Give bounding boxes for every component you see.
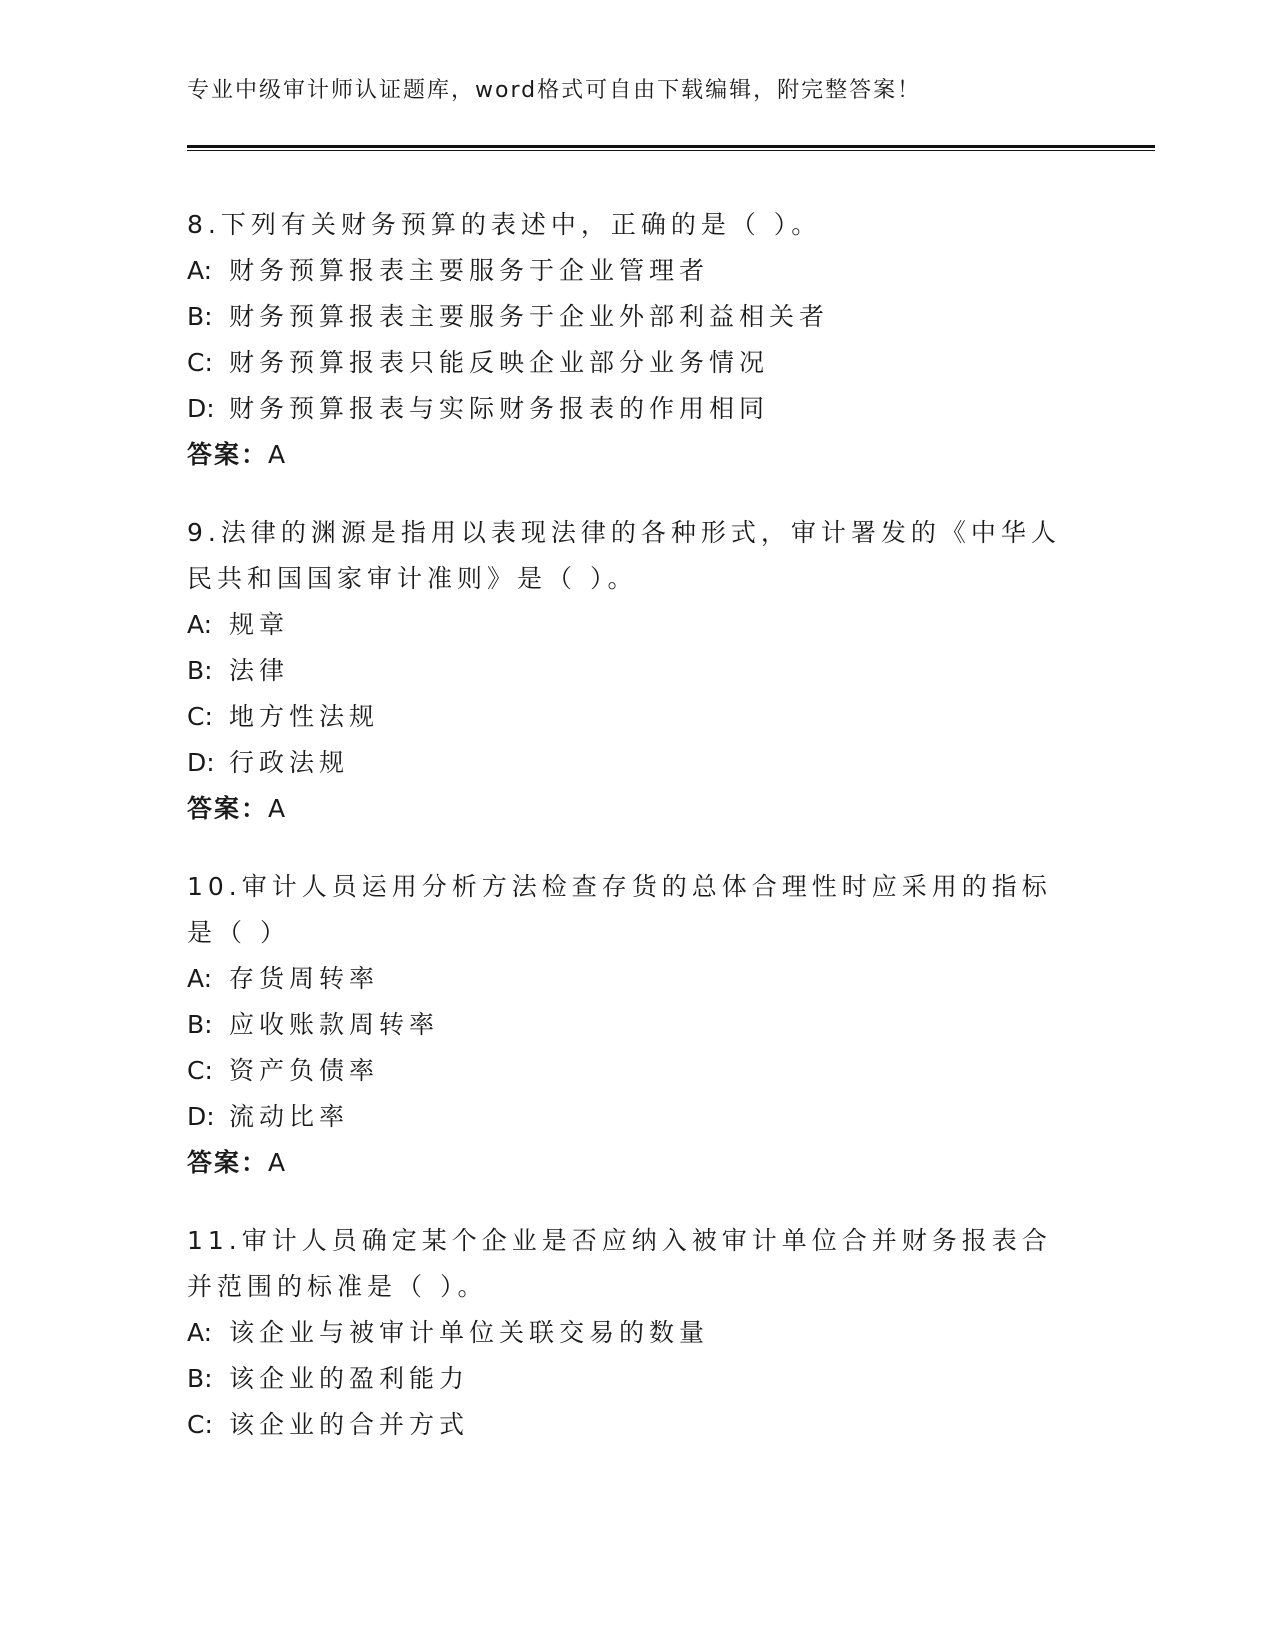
option-a xyxy=(187,956,1067,1002)
option-text: 存货周转率 xyxy=(229,964,380,993)
answer-value: A xyxy=(268,794,288,823)
answer-line xyxy=(187,1140,1067,1186)
option-letter: D: xyxy=(187,1102,215,1131)
option-text: 行政法规 xyxy=(229,748,350,777)
option-letter: B: xyxy=(187,302,213,331)
option-b xyxy=(187,648,1067,694)
option-text: 财务预算报表主要服务于企业管理者 xyxy=(229,256,710,285)
option-text: 法律 xyxy=(229,656,290,685)
option-d xyxy=(187,1094,1067,1140)
question-item xyxy=(187,864,1067,1186)
option-text: 该企业与被审计单位关联交易的数量 xyxy=(229,1318,710,1347)
option-a xyxy=(187,602,1067,648)
answer-value: A xyxy=(268,440,288,469)
option-b xyxy=(187,294,1067,340)
option-b xyxy=(187,1002,1067,1048)
option-a xyxy=(187,248,1067,294)
option-letter: C: xyxy=(187,348,213,377)
option-c xyxy=(187,1402,1067,1448)
option-letter: A: xyxy=(187,1318,213,1347)
option-letter: C: xyxy=(187,1056,213,1085)
option-text: 财务预算报表只能反映企业部分业务情况 xyxy=(229,348,770,377)
question-item xyxy=(187,202,1067,478)
question-stem: 10.审计人员运用分析方法检查存货的总体合理性时应采用的指标是（ ） xyxy=(187,872,1052,947)
header-rule-thick xyxy=(187,145,1155,148)
option-text: 财务预算报表主要服务于企业外部利益相关者 xyxy=(229,302,830,331)
answer-line xyxy=(187,432,1067,478)
answer-line xyxy=(187,786,1067,832)
question-list xyxy=(187,202,1067,1480)
option-letter: D: xyxy=(187,748,215,777)
answer-label: 答案： xyxy=(187,1148,269,1177)
question-stem: 8.下列有关财务预算的表述中，正确的是（ ）。 xyxy=(187,210,822,239)
question-stem: 9.法律的渊源是指用以表现法律的各种形式，审计署发的《中华人民共和国国家审计准则》是（ ）。 xyxy=(187,518,1061,593)
answer-label: 答案： xyxy=(187,794,269,823)
option-a xyxy=(187,1310,1067,1356)
option-c xyxy=(187,1048,1067,1094)
option-text: 应收账款周转率 xyxy=(229,1010,440,1039)
option-letter: D: xyxy=(187,394,215,423)
option-d xyxy=(187,386,1067,432)
option-letter: C: xyxy=(187,702,213,731)
header-rule-thin xyxy=(187,150,1155,151)
option-text: 财务预算报表与实际财务报表的作用相同 xyxy=(229,394,770,423)
option-text: 该企业的合并方式 xyxy=(229,1410,470,1439)
option-text: 流动比率 xyxy=(229,1102,350,1131)
option-letter: A: xyxy=(187,256,213,285)
page-header: 专业中级审计师认证题库，word格式可自由下载编辑，附完整答案！ xyxy=(187,78,922,103)
option-text: 该企业的盈利能力 xyxy=(229,1364,470,1393)
option-letter: B: xyxy=(187,1364,213,1393)
answer-value: A xyxy=(268,1148,288,1177)
option-c xyxy=(187,340,1067,386)
option-text: 规章 xyxy=(229,610,290,639)
option-letter: A: xyxy=(187,964,213,993)
answer-label: 答案： xyxy=(187,440,269,469)
option-letter: B: xyxy=(187,656,213,685)
option-text: 地方性法规 xyxy=(229,702,380,731)
question-item xyxy=(187,1218,1067,1448)
option-d xyxy=(187,740,1067,786)
option-letter: B: xyxy=(187,1010,213,1039)
option-letter: A: xyxy=(187,610,213,639)
question-stem: 11.审计人员确定某个企业是否应纳入被审计单位合并财务报表合并范围的标准是（ ）。 xyxy=(187,1226,1052,1301)
question-item xyxy=(187,510,1067,832)
option-b xyxy=(187,1356,1067,1402)
option-text: 资产负债率 xyxy=(229,1056,380,1085)
option-c xyxy=(187,694,1067,740)
option-letter: C: xyxy=(187,1410,213,1439)
